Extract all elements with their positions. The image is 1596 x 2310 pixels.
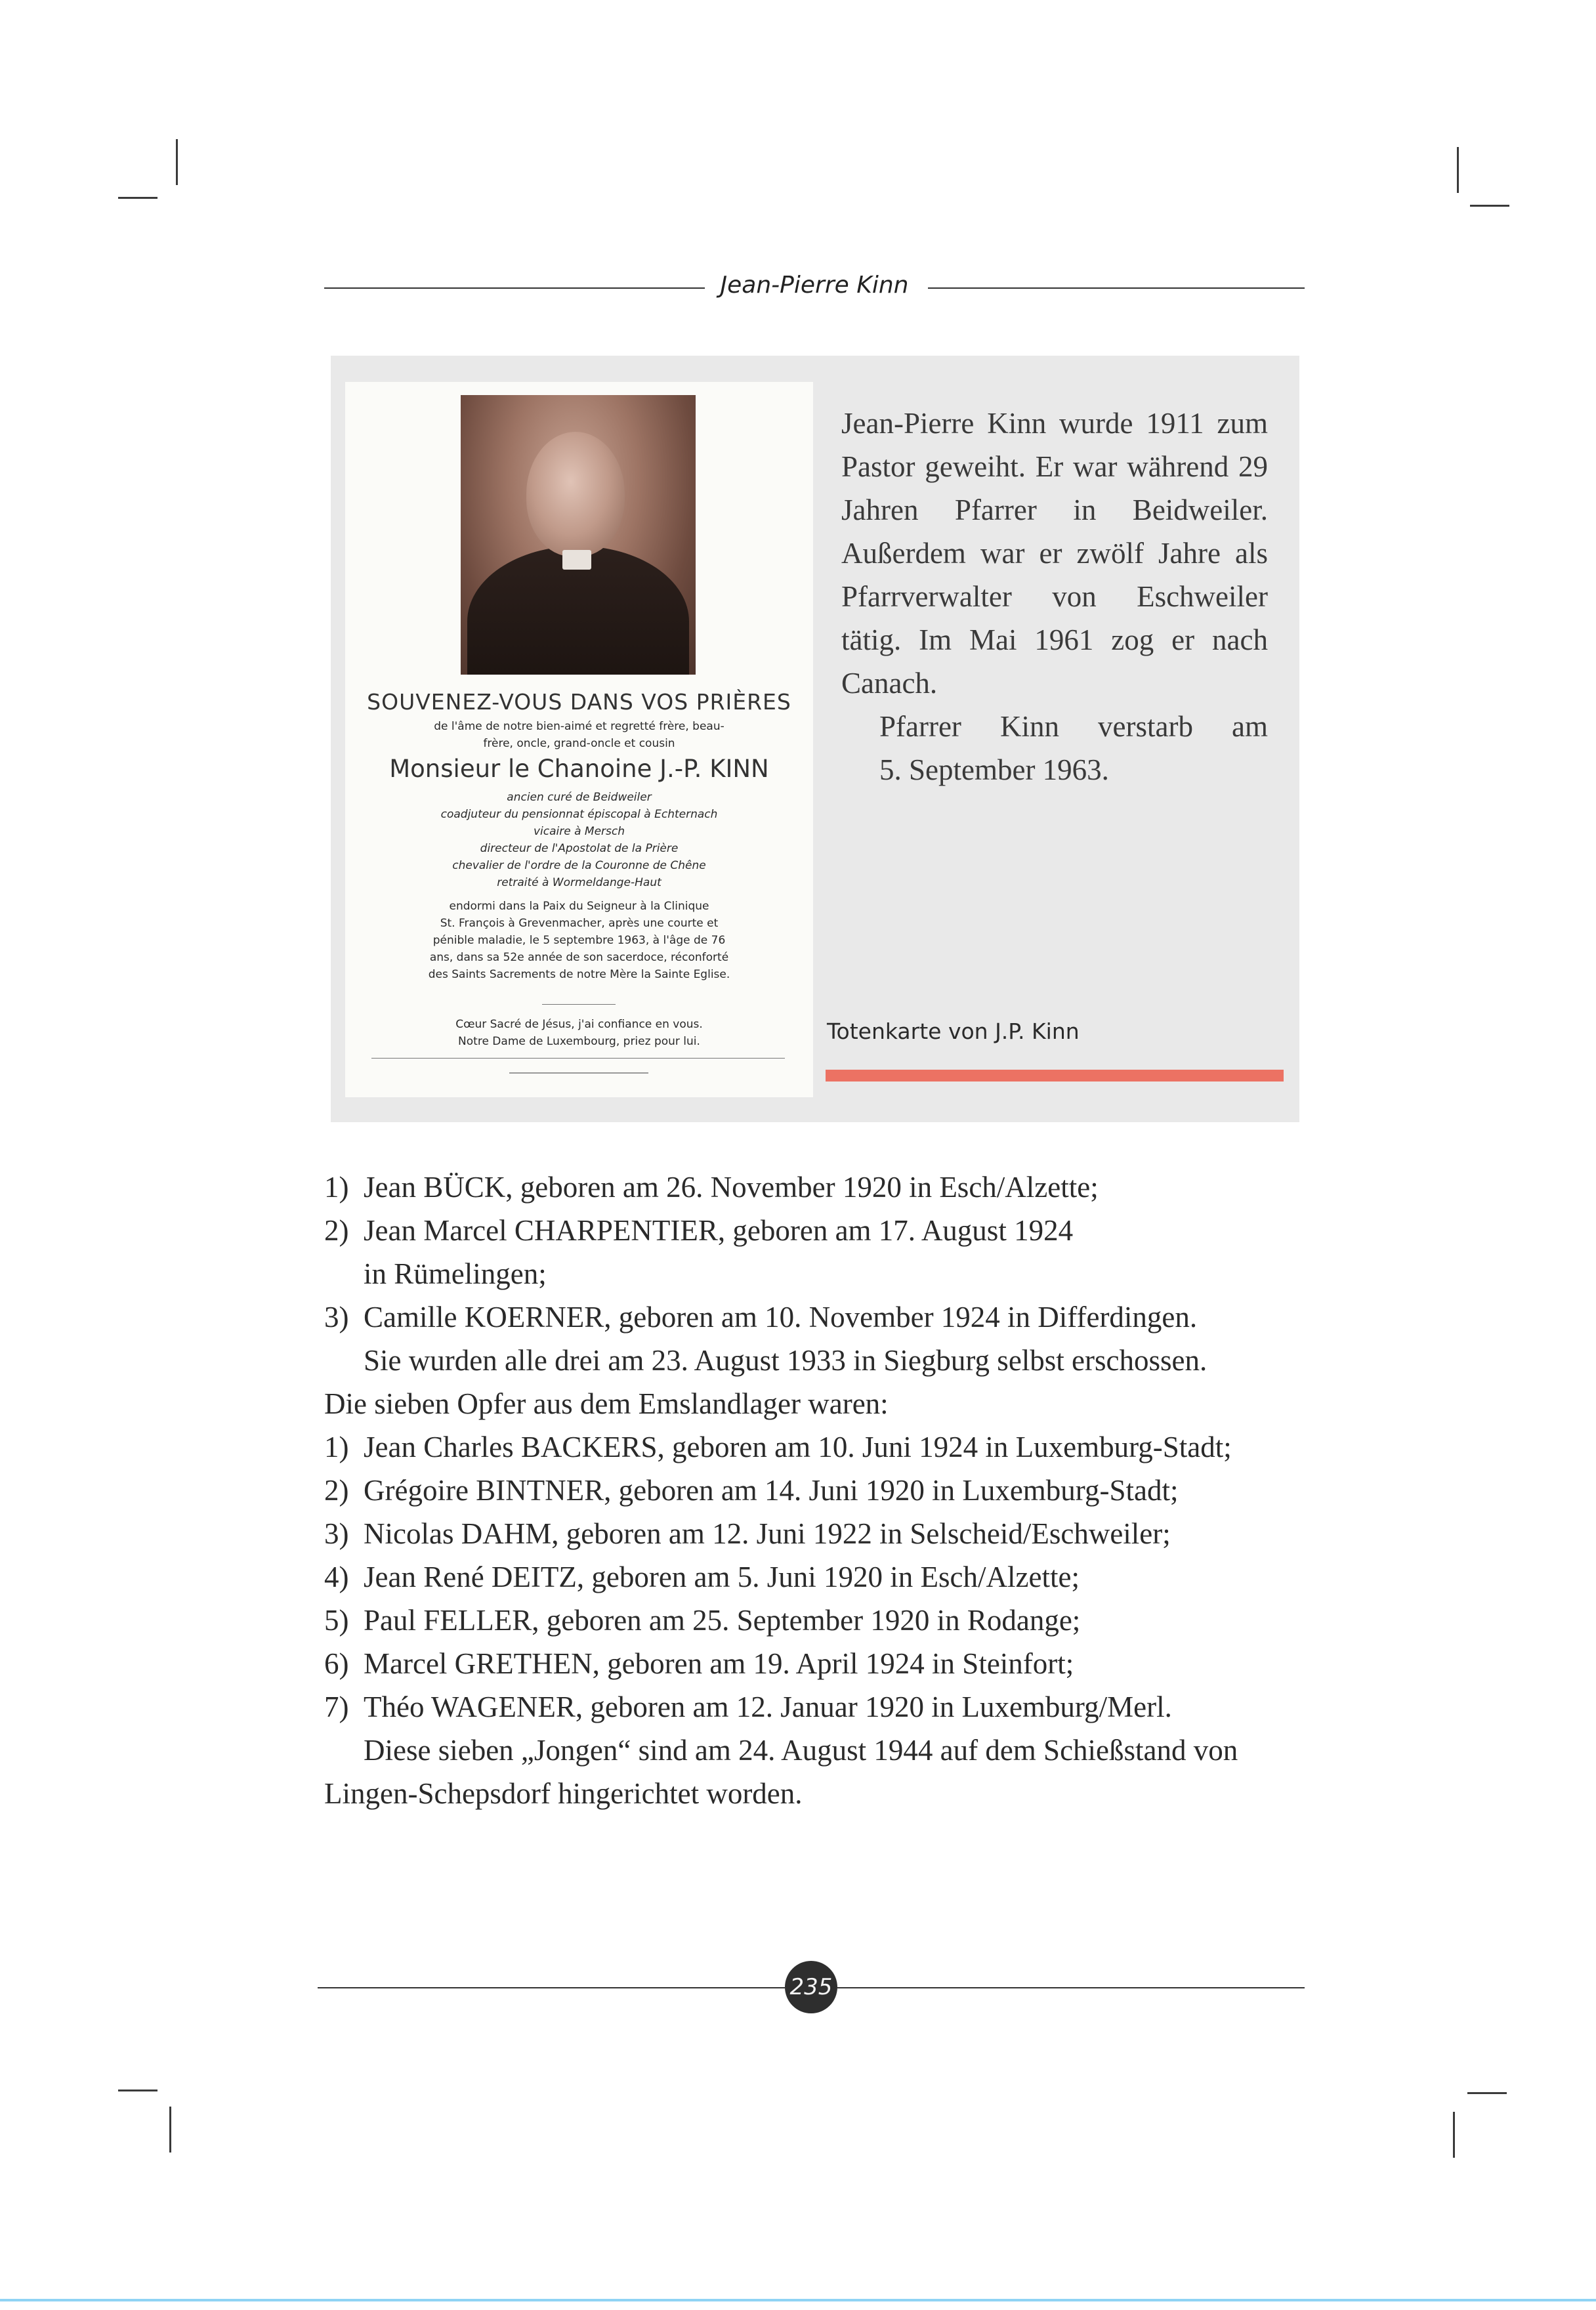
card-title-line: coadjuteur du pensionnat épiscopal à Echternach	[440, 808, 718, 821]
crop-mark	[1453, 2112, 1455, 2158]
card-prayer-line: Notre Dame de Luxembourg, priez pour lui.	[458, 1035, 700, 1048]
list-text: Marcel GRETHEN, geboren am 19. April 1924 in Steinfort;	[364, 1647, 1074, 1680]
list-text: Jean René DEITZ, geboren am 5. Juni 1920 in Esch/Alzette;	[364, 1561, 1080, 1593]
caption-text	[841, 402, 1268, 791]
card-death-line: pénible maladie, le 5 septembre 1963, à l'âge de 76	[432, 934, 726, 947]
card-heading: SOUVENEZ-VOUS DANS VOS PRIÈRES	[367, 689, 791, 715]
list-item	[324, 1642, 1309, 1685]
card-title-line: chevalier de l'ordre de la Couronne de Chêne	[452, 859, 706, 872]
list-number: 2)	[324, 1214, 349, 1247]
list-number: 2)	[324, 1474, 349, 1507]
list-item	[324, 1599, 1309, 1642]
header-title: Jean-Pierre Kinn	[720, 272, 909, 299]
main-text	[324, 1166, 1309, 1815]
list-item	[324, 1469, 1309, 1512]
caption-paragraph: Pfarrer Kinn verstarb am	[879, 710, 1268, 743]
card-title-line: vicaire à Mersch	[533, 825, 625, 838]
list-item	[324, 1425, 1309, 1469]
list-text: Jean BÜCK, geboren am 26. November 1920 in Esch/Alzette;	[364, 1171, 1099, 1204]
list-number: 5)	[324, 1604, 349, 1637]
list-item	[324, 1166, 1309, 1209]
paragraph: Die sieben Opfer aus dem Emslandlager waren:	[324, 1387, 889, 1420]
footer-rule-left	[318, 1987, 785, 1988]
list-number: 6)	[324, 1647, 349, 1680]
running-header	[324, 268, 1305, 307]
header-rule-right	[928, 287, 1305, 289]
list-text: Jean Charles BACKERS, geboren am 10. Juni 1924 in Luxemburg-Stadt;	[364, 1431, 1232, 1463]
caption-accent-bar	[826, 1070, 1284, 1082]
crop-mark	[118, 197, 158, 199]
crop-mark	[1470, 205, 1509, 207]
list-text: Camille KOERNER, geboren am 10. November 1924 in Differdingen.	[364, 1301, 1198, 1334]
memorial-card	[345, 382, 813, 1097]
paragraph: Diese sieben „Jongen“ sind am 24. August 1944 auf dem Schießstand von	[364, 1734, 1238, 1767]
printer-mark	[509, 1072, 648, 1074]
list-item	[324, 1295, 1309, 1339]
crop-mark	[118, 2090, 158, 2091]
list-text-continuation: in Rümelingen;	[364, 1257, 547, 1290]
crop-mark	[1457, 147, 1459, 193]
footer-rule-right	[837, 1987, 1305, 1988]
card-death-line: ans, dans sa 52e année de son sacerdoce, réconforté	[429, 951, 729, 964]
list-text: Paul FELLER, geboren am 25. September 1920 in Rodange;	[364, 1604, 1081, 1637]
card-death-line: endormi dans la Paix du Seigneur à la Clinique	[449, 900, 709, 913]
caption-paragraph: 5. September 1963.	[879, 753, 1109, 786]
list-text: Jean Marcel CHARPENTIER, geboren am 17. August 1924	[364, 1214, 1074, 1247]
list-item	[324, 1209, 1309, 1252]
paragraph: Lingen-Schepsdorf hingerichtet worden.	[324, 1777, 803, 1810]
caption-paragraph: Jean-Pierre Kinn wurde 1911 zum Pastor geweiht. Er war während 29 Jahren Pfarrer in Beidweiler. Außerdem war er zwölf Jahre als Pfarrverwalter von Eschweiler tätig. Im Mai 1961 zog er nach Canach.	[841, 407, 1268, 700]
list-item	[324, 1555, 1309, 1599]
paragraph: Sie wurden alle drei am 23. August 1933 in Siegburg selbst erschossen.	[364, 1344, 1208, 1377]
list-text: Théo WAGENER, geboren am 12. Januar 1920 in Luxemburg/Merl.	[364, 1690, 1172, 1723]
list-number: 1)	[324, 1171, 349, 1204]
crop-mark	[176, 139, 178, 185]
list-number: 1)	[324, 1431, 349, 1463]
list-number: 3)	[324, 1301, 349, 1334]
card-name: Monsieur le Chanoine J.-P. KINN	[389, 755, 769, 783]
card-separator	[542, 1004, 616, 1005]
scan-edge-line	[0, 2299, 1596, 2301]
card-prayer-line: Cœur Sacré de Jésus, j'ai confiance en vous.	[455, 1018, 703, 1031]
photo-caption: Totenkarte von J.P. Kinn	[827, 1018, 1080, 1044]
list-text: Grégoire BINTNER, geboren am 14. Juni 1920 in Luxemburg-Stadt;	[364, 1474, 1179, 1507]
card-title-line: directeur de l'Apostolat de la Prière	[480, 842, 679, 855]
list-item	[324, 1512, 1309, 1555]
card-death-line: St. François à Grevenmacher, après une courte et	[440, 917, 719, 930]
card-title-line: ancien curé de Beidweiler	[507, 791, 652, 804]
card-title-line: retraité à Wormeldange-Haut	[497, 876, 662, 889]
list-number: 7)	[324, 1690, 349, 1723]
card-intro-line: frère, oncle, grand-oncle et cousin	[483, 737, 675, 750]
list-text: Nicolas DAHM, geboren am 12. Juni 1922 in Selscheid/Eschweiler;	[364, 1517, 1171, 1550]
crop-mark	[1467, 2092, 1507, 2094]
list-number: 4)	[324, 1561, 349, 1593]
page-number: 235	[785, 1961, 837, 2013]
list-number: 3)	[324, 1517, 349, 1550]
card-separator	[371, 1058, 785, 1059]
card-intro-line: de l'âme de notre bien-aimé et regretté frère, beau-	[434, 720, 724, 733]
portrait-photo	[461, 395, 696, 675]
crop-mark	[169, 2107, 171, 2152]
card-death-line: des Saints Sacrements de notre Mère la Sainte Eglise.	[428, 968, 730, 981]
list-item	[324, 1685, 1309, 1729]
